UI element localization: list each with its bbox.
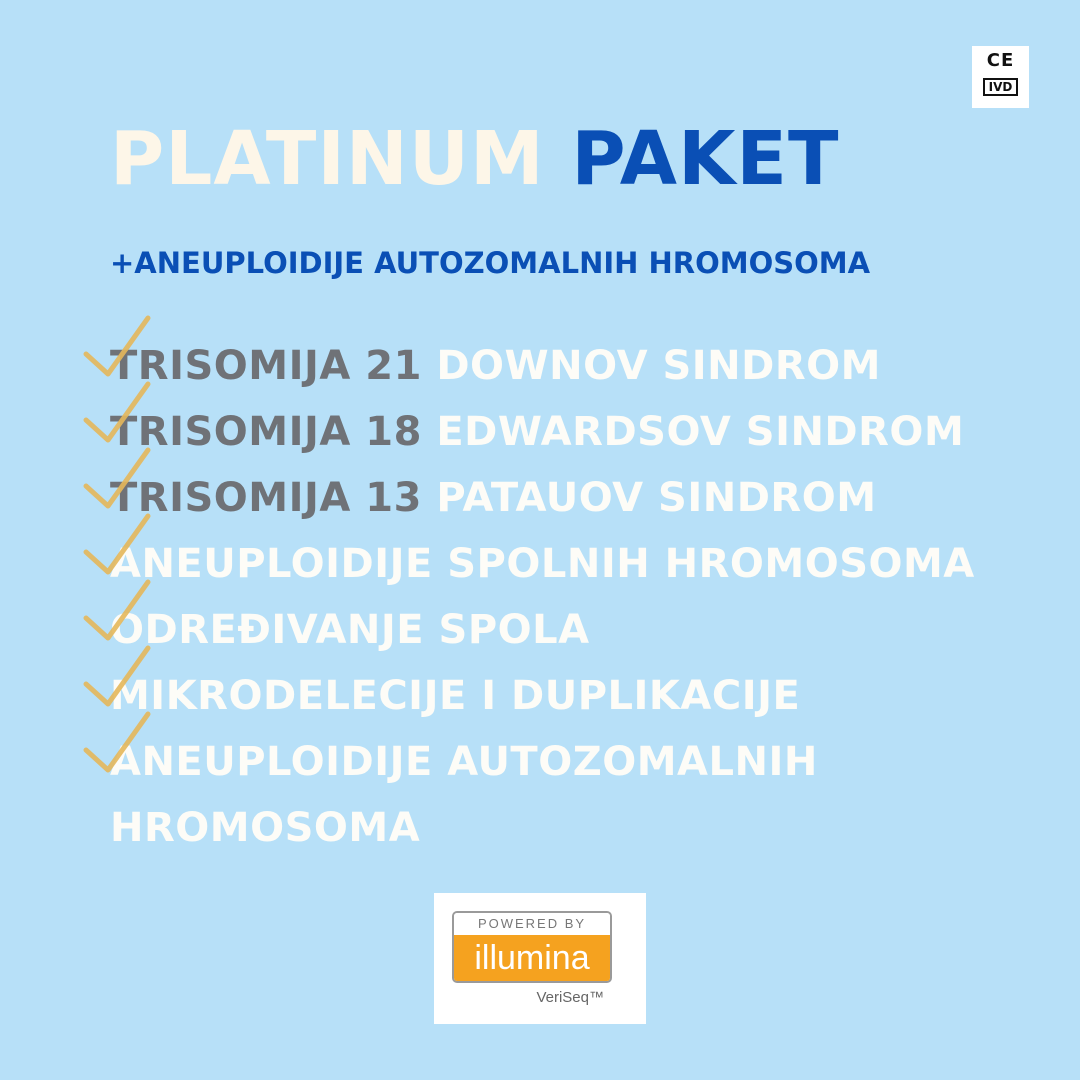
feature-item — [110, 408, 964, 456]
powered-by-label: POWERED BY — [454, 913, 610, 935]
ce-ivd-badge — [972, 46, 1029, 108]
checkmark-icon — [82, 312, 154, 384]
subtitle: +ANEUPLOIDIJE AUTOZOMALNIH HROMOSOMA — [110, 246, 871, 280]
feature-text: ANEUPLOIDIJE SPOLNIH HROMOSOMA — [110, 541, 975, 587]
brand-name: illumina — [454, 935, 610, 981]
product-name: VeriSeq™ — [536, 989, 604, 1006]
feature-item — [110, 540, 975, 588]
page-title — [110, 114, 839, 204]
title-part-paket: PAKET — [571, 116, 840, 202]
feature-text: EDWARDSOV SINDROM — [436, 409, 965, 455]
checkmark-icon — [82, 444, 154, 516]
checkmark-icon — [82, 378, 154, 450]
feature-text: DOWNOV SINDROM — [436, 343, 881, 389]
feature-item — [110, 672, 800, 720]
feature-highlight: TRISOMIJA 21 — [110, 343, 437, 389]
feature-text: PATAUOV SINDROM — [436, 475, 877, 521]
feature-text: ODREĐIVANJE SPOLA — [110, 607, 590, 653]
feature-text: HROMOSOMA — [110, 805, 421, 851]
title-part-platinum: PLATINUM — [110, 116, 545, 202]
checkmark-icon — [82, 576, 154, 648]
checkmark-icon — [82, 510, 154, 582]
illumina-logo — [434, 893, 646, 1024]
feature-text: MIKRODELECIJE I DUPLIKACIJE — [110, 673, 801, 719]
checkmark-icon — [82, 708, 154, 780]
checkmark-icon — [82, 642, 154, 714]
feature-highlight: TRISOMIJA 18 — [110, 409, 437, 455]
feature-item — [110, 606, 590, 654]
feature-item — [110, 738, 818, 786]
feature-text: ANEUPLOIDIJE AUTOZOMALNIH — [110, 739, 818, 785]
feature-item — [110, 342, 881, 390]
ivd-mark: IVD — [983, 78, 1018, 96]
feature-item-continuation — [110, 804, 420, 852]
logo-frame — [452, 911, 612, 983]
feature-item — [110, 474, 877, 522]
ce-mark: CE — [986, 50, 1015, 71]
feature-highlight: TRISOMIJA 13 — [110, 475, 437, 521]
